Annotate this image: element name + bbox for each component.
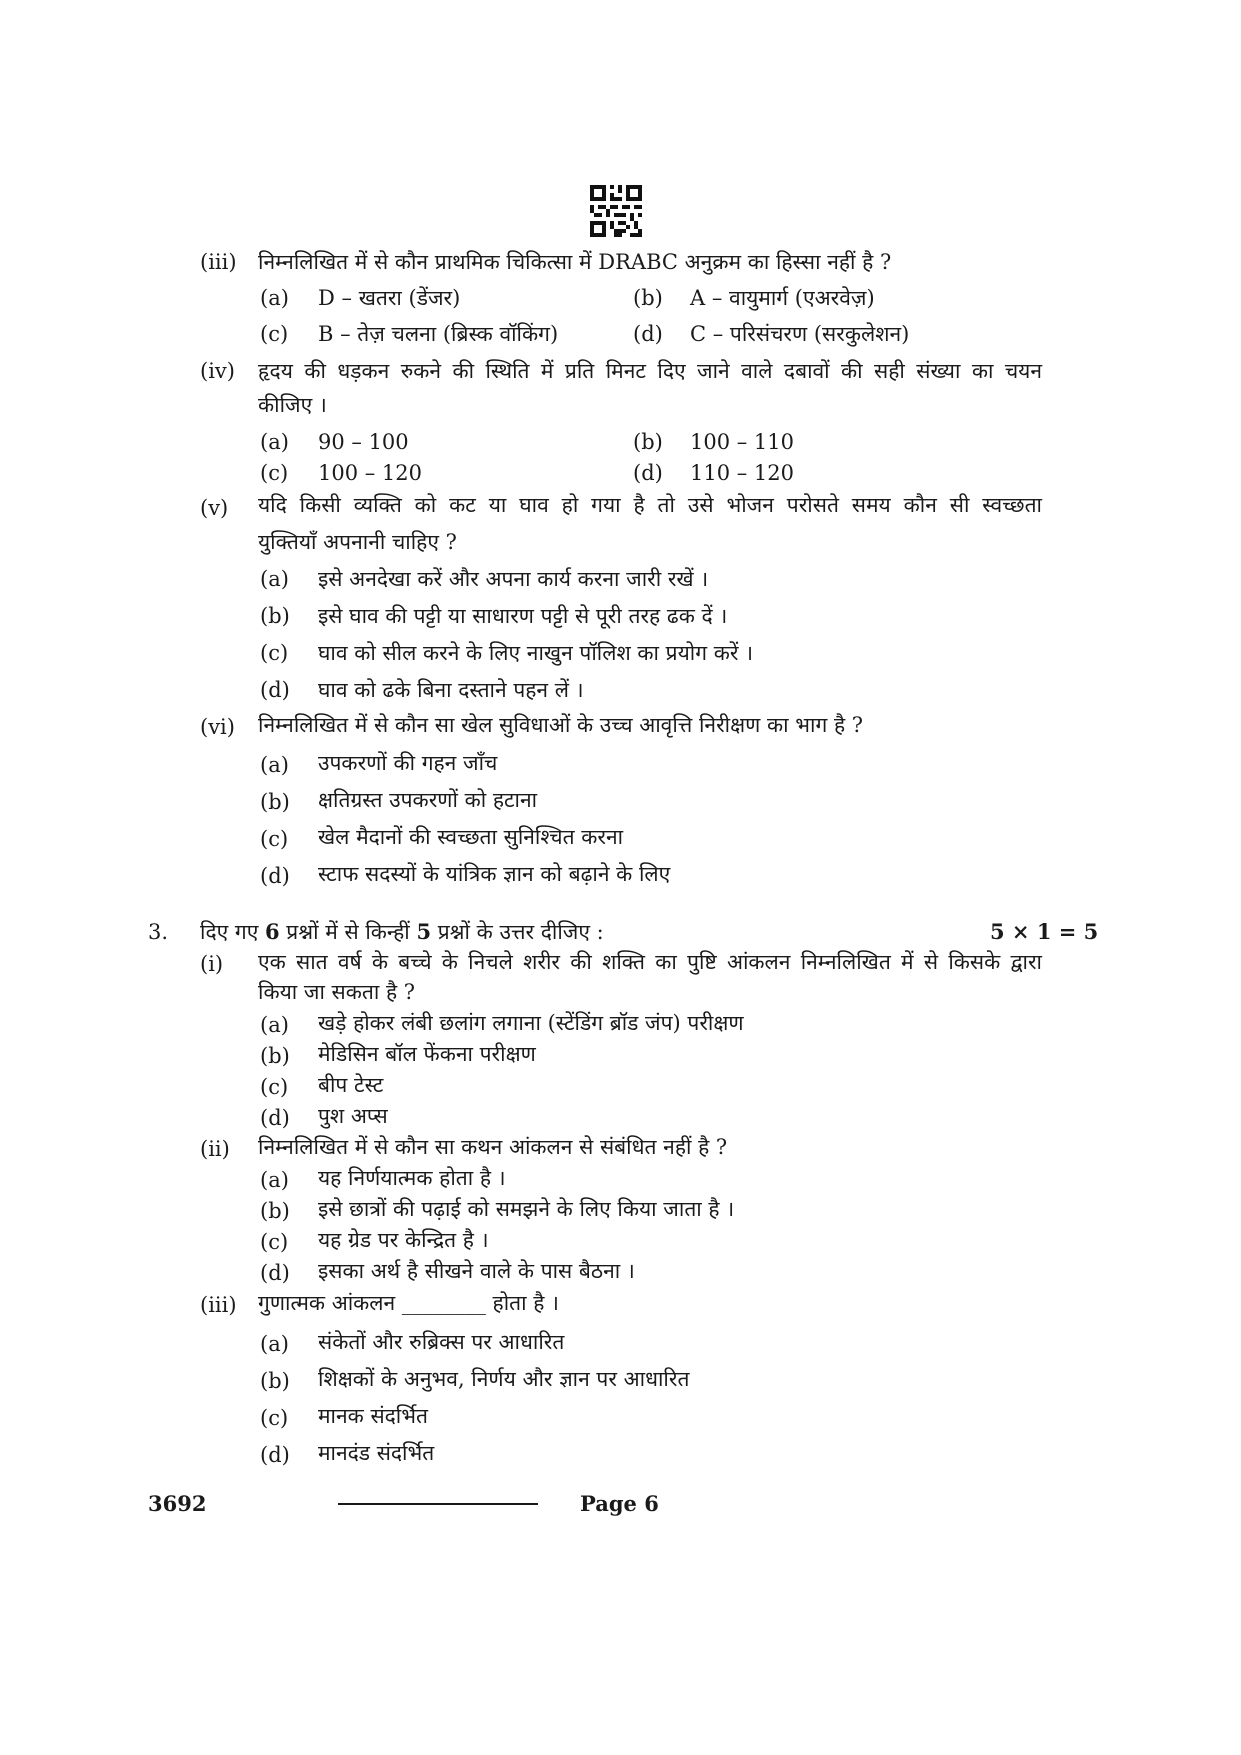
option-label: (d) [260, 1443, 290, 1467]
footer-divider [338, 1503, 538, 1505]
option-label: (a) [260, 567, 289, 591]
option-text: C – परिसंचरण (सरकुलेशन) [690, 322, 910, 346]
option-text: मानदंड संदर्भित [318, 1441, 435, 1465]
option-text: बीप टेस्ट [318, 1073, 384, 1097]
option-label: (b) [633, 286, 663, 310]
qr-code-icon [590, 185, 642, 237]
option-text: A – वायुमार्ग (एअरवेज़) [690, 286, 875, 310]
option-text: शिक्षकों के अनुभव, निर्णय और ज्ञान पर आधारित [318, 1367, 690, 1391]
question-number: (ii) [200, 1137, 230, 1161]
option-text: उपकरणों की गहन जाँच [318, 751, 498, 775]
option-label: (d) [260, 864, 290, 888]
option-text: 100 – 110 [690, 430, 795, 454]
question-number: (vi) [200, 715, 235, 739]
option-text: यह ग्रेड पर केन्द्रित है । [318, 1228, 489, 1252]
option-text: पुश अप्स [318, 1104, 388, 1128]
question-number: (i) [200, 952, 224, 976]
option-label: (c) [260, 1406, 289, 1430]
question-number: (iii) [200, 250, 237, 274]
question-text: एक सात वर्ष के बच्चे के निचले शरीर की शक्ति का पुष्टि आंकलन निम्नलिखित में से किसके द्वारा [258, 950, 1042, 974]
option-text: घाव को सील करने के लिए नाखुन पॉलिश का प्रयोग करें । [318, 641, 754, 665]
option-text: B – तेज़ चलना (ब्रिस्क वॉकिंग) [318, 322, 559, 346]
option-label: (d) [633, 461, 663, 485]
option-label: (a) [260, 1168, 289, 1192]
question-number: (v) [200, 496, 229, 520]
option-label: (c) [260, 827, 289, 851]
option-label: (c) [260, 322, 289, 346]
paper-code: 3692 [148, 1491, 207, 1516]
option-label: (b) [260, 1369, 290, 1393]
option-label: (d) [260, 1261, 290, 1285]
question-number: 3. [148, 920, 169, 944]
option-text: क्षतिग्रस्त उपकरणों को हटाना [318, 788, 538, 812]
question-text-cont: युक्तियाँ अपनानी चाहिए ? [258, 530, 457, 554]
page-number: Page 6 [580, 1491, 659, 1516]
option-text: D – खतरा (डेंजर) [318, 286, 461, 310]
question-number: (iv) [200, 359, 235, 383]
option-text: इसे घाव की पट्टी या साधारण पट्टी से पूरी तरह ढक दें । [318, 604, 728, 628]
option-label: (a) [260, 286, 289, 310]
option-label: (b) [633, 430, 663, 454]
option-text: यह निर्णयात्मक होता है । [318, 1166, 506, 1190]
question-text: निम्नलिखित में से कौन सा खेल सुविधाओं के उच्च आवृत्ति निरीक्षण का भाग है ? [258, 713, 864, 737]
option-label: (c) [260, 641, 289, 665]
question-text: गुणात्मक आंकलन ________ होता है । [258, 1291, 559, 1315]
question-text-cont: कीजिए । [258, 393, 327, 417]
option-label: (c) [260, 1230, 289, 1254]
option-text: 110 – 120 [690, 461, 795, 485]
option-label: (c) [260, 461, 289, 485]
question-text: निम्नलिखित में से कौन प्राथमिक चिकित्सा में DRABC अनुक्रम का हिस्सा नहीं है ? [258, 250, 892, 274]
option-label: (d) [633, 322, 663, 346]
option-label: (b) [260, 1044, 290, 1068]
question-text: यदि किसी व्यक्ति को कट या घाव हो गया है तो उसे भोजन परोसते समय कौन सी स्वच्छता [258, 493, 1042, 517]
option-label: (a) [260, 1332, 289, 1356]
option-label: (a) [260, 1013, 289, 1037]
option-label: (c) [260, 1075, 289, 1099]
question-number: (iii) [200, 1293, 237, 1317]
section-instruction: दिए गए 6 प्रश्नों में से किन्हीं 5 प्रश्नों के उत्तर दीजिए : [200, 919, 604, 944]
option-text: मानक संदर्भित [318, 1404, 428, 1428]
option-text: घाव को ढके बिना दस्ताने पहन लें । [318, 678, 584, 702]
option-text: खड़े होकर लंबी छलांग लगाना (स्टेंडिंग ब्रॉड जंप) परीक्षण [318, 1011, 744, 1035]
option-text: स्टाफ सदस्यों के यांत्रिक ज्ञान को बढ़ाने के लिए [318, 862, 671, 886]
option-label: (b) [260, 604, 290, 628]
option-text: इसे अनदेखा करें और अपना कार्य करना जारी रखें । [318, 567, 709, 591]
question-text: निम्नलिखित में से कौन सा कथन आंकलन से संबंधित नहीं है ? [258, 1135, 728, 1159]
option-text: मेडिसिन बॉल फेंकना परीक्षण [318, 1042, 536, 1066]
option-label: (b) [260, 790, 290, 814]
option-text: 100 – 120 [318, 461, 423, 485]
option-text: खेल मैदानों की स्वच्छता सुनिश्चित करना [318, 825, 624, 849]
option-text: इसे छात्रों की पढ़ाई को समझने के लिए किया जाता है । [318, 1197, 735, 1221]
option-label: (d) [260, 678, 290, 702]
question-text: हृदय की धड़कन रुकने की स्थिति में प्रति मिनट दिए जाने वाले दबावों की सही संख्या का चयन [258, 359, 1042, 383]
option-label: (d) [260, 1106, 290, 1130]
option-text: इसका अर्थ है सीखने वाले के पास बैठना । [318, 1259, 635, 1283]
option-label: (a) [260, 753, 289, 777]
option-text: 90 – 100 [318, 430, 409, 454]
option-label: (a) [260, 430, 289, 454]
option-label: (b) [260, 1199, 290, 1223]
marks-allocation: 5 × 1 = 5 [990, 919, 1099, 944]
question-text-cont: किया जा सकता है ? [258, 980, 416, 1004]
option-text: संकेतों और रुब्रिक्स पर आधारित [318, 1330, 565, 1354]
